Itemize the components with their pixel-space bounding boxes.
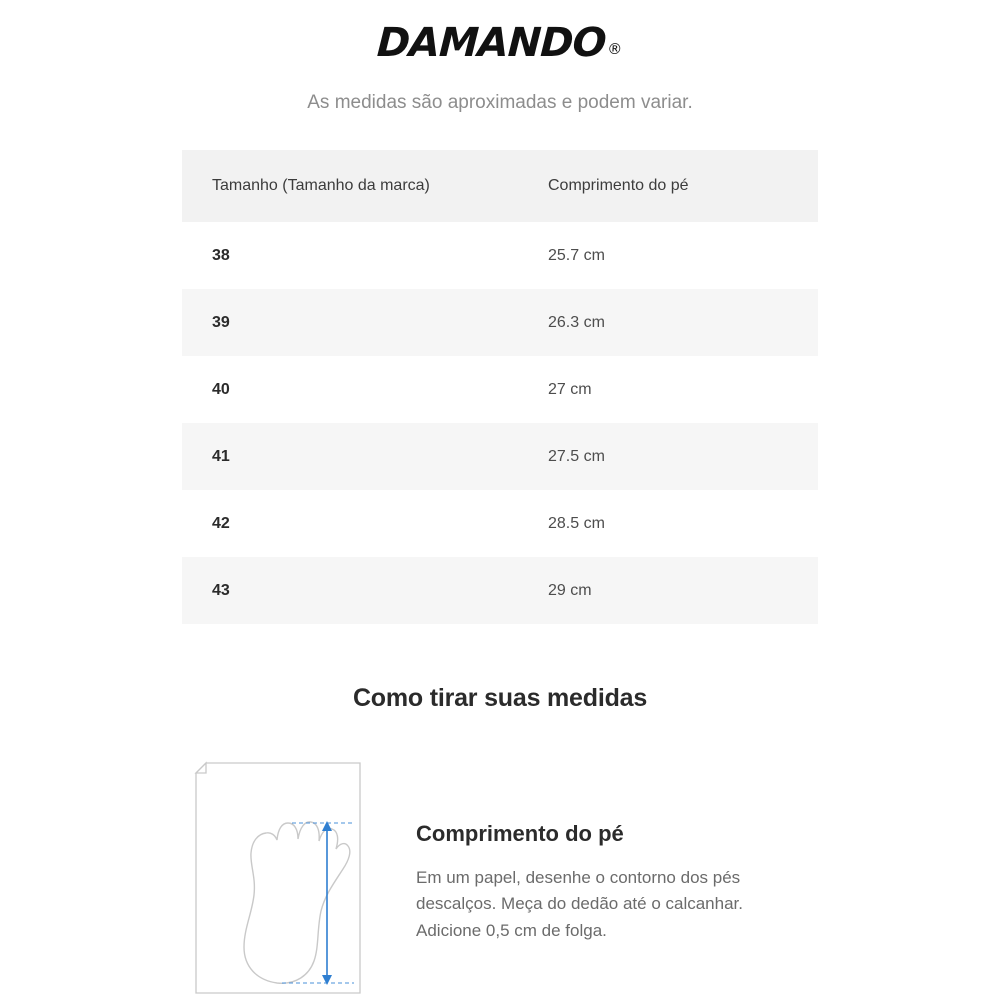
cell-length: 27.5 cm [522,423,818,490]
brand-logo-text: DAMANDO [375,20,608,66]
size-table-head [182,150,818,222]
column-header-size [182,150,522,222]
table-row [182,423,818,490]
cell-length: 29 cm [522,557,818,624]
table-row [182,557,818,624]
cell-size: 39 [182,289,522,356]
brand-header [0,0,1000,66]
cell-size: 40 [212,380,230,398]
table-row [182,222,818,289]
foot-outline-diagram [182,761,382,1000]
cell-size: 42 [212,514,230,532]
how-to-measure-text [416,761,766,944]
cell-length: 28.5 cm [548,514,605,532]
cell-length: 25.7 cm [548,246,605,264]
size-table [182,150,818,624]
cell-size: 43 [182,557,522,624]
column-header-size-label: Tamanho (Tamanho da marca) [212,177,430,195]
table-row [182,490,818,557]
table-row [182,356,818,423]
registered-mark: ® [607,40,623,58]
section-title-how-to-measure: Como tirar suas medidas [352,684,648,712]
page-subtitle: As medidas são aproximadas e podem variar. [307,92,693,113]
size-table-body [182,222,818,624]
table-header-row [182,150,818,222]
cell-size: 41 [182,423,522,490]
how-to-measure-block [182,761,818,1000]
cell-size: 38 [212,246,230,264]
column-header-length: Comprimento do pé [522,150,818,222]
cell-length: 26.3 cm [522,289,818,356]
table-row [182,289,818,356]
how-to-measure-body: Em um papel, desenhe o contorno dos pés descalços. Meça do dedão até o calcanhar. Adicione 0,5 cm de folga. [416,868,743,940]
brand-logo [376,20,624,66]
how-to-measure-heading: Comprimento do pé [416,821,624,846]
cell-length: 27 cm [548,380,592,398]
